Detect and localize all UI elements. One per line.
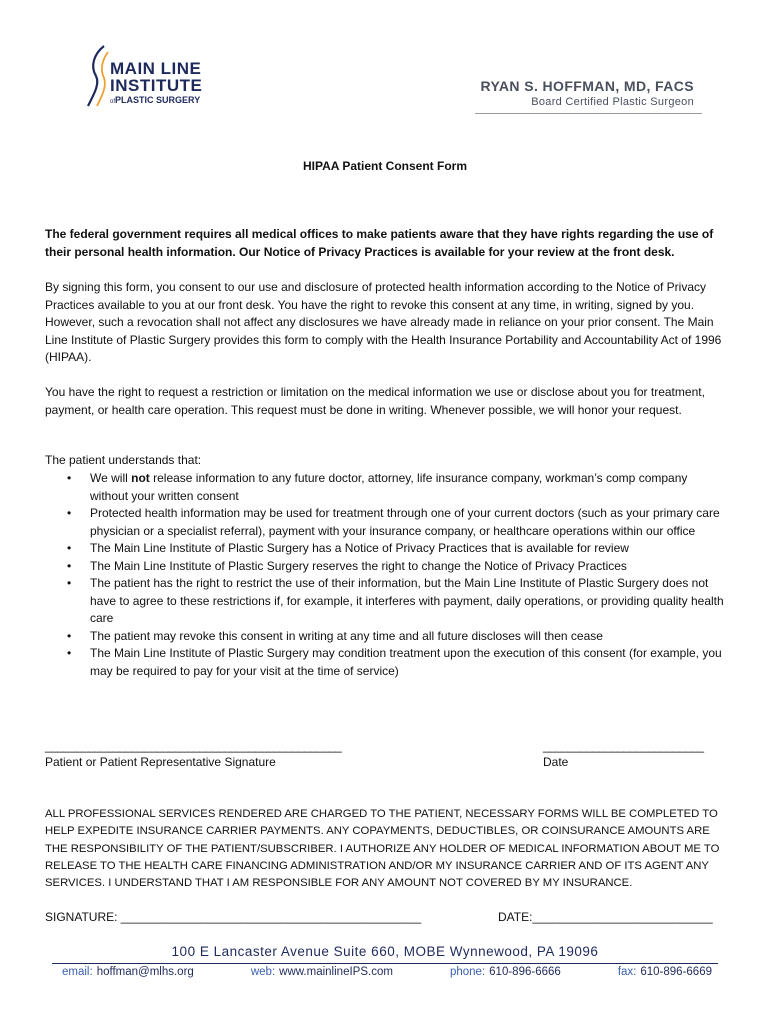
footer-divider — [52, 963, 718, 964]
list-item: • The Main Line Institute of Plastic Surgery reserves the right to change the Notice of Privacy Practices — [67, 558, 627, 573]
list-item: • We will not release information to any future doctor, attorney, life insurance company, workman’s comp company without your written consent — [67, 471, 688, 503]
date-field[interactable]: ___________________________ — [532, 910, 713, 924]
logo-main-line: MAIN LINE — [110, 59, 202, 78]
restriction-paragraph: You have the right to request a restriction or limitation on the medical information we use or disclose about you for treatment, payment, or health care operation. This request must be done in writing. Whenever possible, we will honor your request. — [45, 385, 705, 417]
footer-fax: fax: 610-896-6669 — [617, 966, 712, 978]
consent-paragraph: By signing this form, you consent to our use and disclosure of protected health information according to the Notice of Privacy Practices available to you at our front desk. You have the right to revoke this consent at any time, in writing, signed by you. However, such a revocation shall not affect any disclosures we have already made in reliance on your prior consent. The Main Line Institute of Plastic Surgery provides this form to comply with the Health Insurance Portability and Accountability Act of 1996 (HIPAA). — [45, 280, 722, 364]
list-item: • The patient has the right to restrict the use of their information, but the Main Line Institute of Plastic Surgery does not have to agree to these restrictions if, for example, it interferes with payment, daily operations, or providing quality health care — [67, 576, 724, 625]
logo-plastic-surgery: ofPLASTIC SURGERY — [110, 95, 201, 105]
footer-phone: phone: 610-896-6666 — [449, 966, 561, 978]
date-label-2: DATE: — [498, 910, 533, 924]
footer-contacts — [62, 966, 712, 978]
intro-paragraph: The federal government requires all medical offices to make patients aware that they have rights regarding the use of their personal health information. Our Notice of Privacy Practices is available for your review at the front desk. — [45, 227, 714, 259]
date-label: Date — [543, 755, 569, 769]
patient-signature-field[interactable]: ________________________________________________ — [45, 739, 342, 753]
list-item: • Protected health information may be used for treatment through one of your current doctors (such as your primary care physician or a specialist referral), payment with your insurance company, or healthcare operations within our office — [67, 506, 720, 538]
doctor-title: Board Certified Plastic Surgeon — [531, 96, 694, 108]
financial-responsibility-text: ALL PROFESSIONAL SERVICES RENDERED ARE CHARGED TO THE PATIENT, NECESSARY FORMS WILL BE COMPLETED TO HELP EXPEDITE INSURANCE CARRIER PAYMENTS. ANY COPAYMENTS, DEDUCTIBLES, OR COINSURANCE AMOUNTS ARE THE RESPONSIBILITY OF THE PATIENT/SUBSCRIBER. I AUTHORIZE ANY HOLDER OF MEDICAL INFORMATION ABOUT ME TO RELEASE TO THE HEALTH CARE FINANCING ADMINISTRATION AND/OR MY INSURANCE CARRIER AND OF ITS AGENT ANY SERVICES. I UNDERSTAND THAT I AM RESPONSIBLE FOR ANY AMOUNT NOT COVERED BY MY INSURANCE. — [45, 808, 720, 890]
signature-label-2: SIGNATURE: — [45, 910, 121, 924]
date-row — [498, 910, 713, 924]
list-item: • The Main Line Institute of Plastic Surgery may condition treatment upon the execution of this consent (for example, you may be required to pay for your visit at the time of service) — [67, 646, 722, 678]
signature-label: Patient or Patient Representative Signature — [45, 755, 276, 769]
form-title: HIPAA Patient Consent Form — [302, 159, 467, 173]
understanding-list — [45, 470, 725, 680]
list-item: • The Main Line Institute of Plastic Surgery has a Notice of Privacy Practices that is available for review — [67, 541, 629, 555]
footer-address: 100 E Lancaster Avenue Suite 660, MOBE Wynnewood, PA 19096 — [171, 944, 599, 959]
footer-email: email: hoffman@mlhs.org — [62, 966, 194, 978]
signature-field[interactable]: _____________________________________________ — [120, 910, 422, 924]
logo-institute: INSTITUTE — [110, 76, 203, 95]
doctor-name: RYAN S. HOFFMAN, MD, FACS — [480, 78, 694, 94]
signature-row — [45, 910, 421, 924]
practice-logo — [80, 44, 250, 110]
understands-heading: The patient understands that: — [45, 453, 202, 467]
doctor-credentials — [480, 78, 694, 108]
footer-web: web: www.mainlineIPS.com — [250, 966, 393, 978]
patient-date-field[interactable]: __________________________ — [543, 739, 704, 753]
header-divider — [475, 113, 702, 114]
list-item: • The patient may revoke this consent in writing at any time and all future discloses will then cease — [67, 628, 603, 643]
